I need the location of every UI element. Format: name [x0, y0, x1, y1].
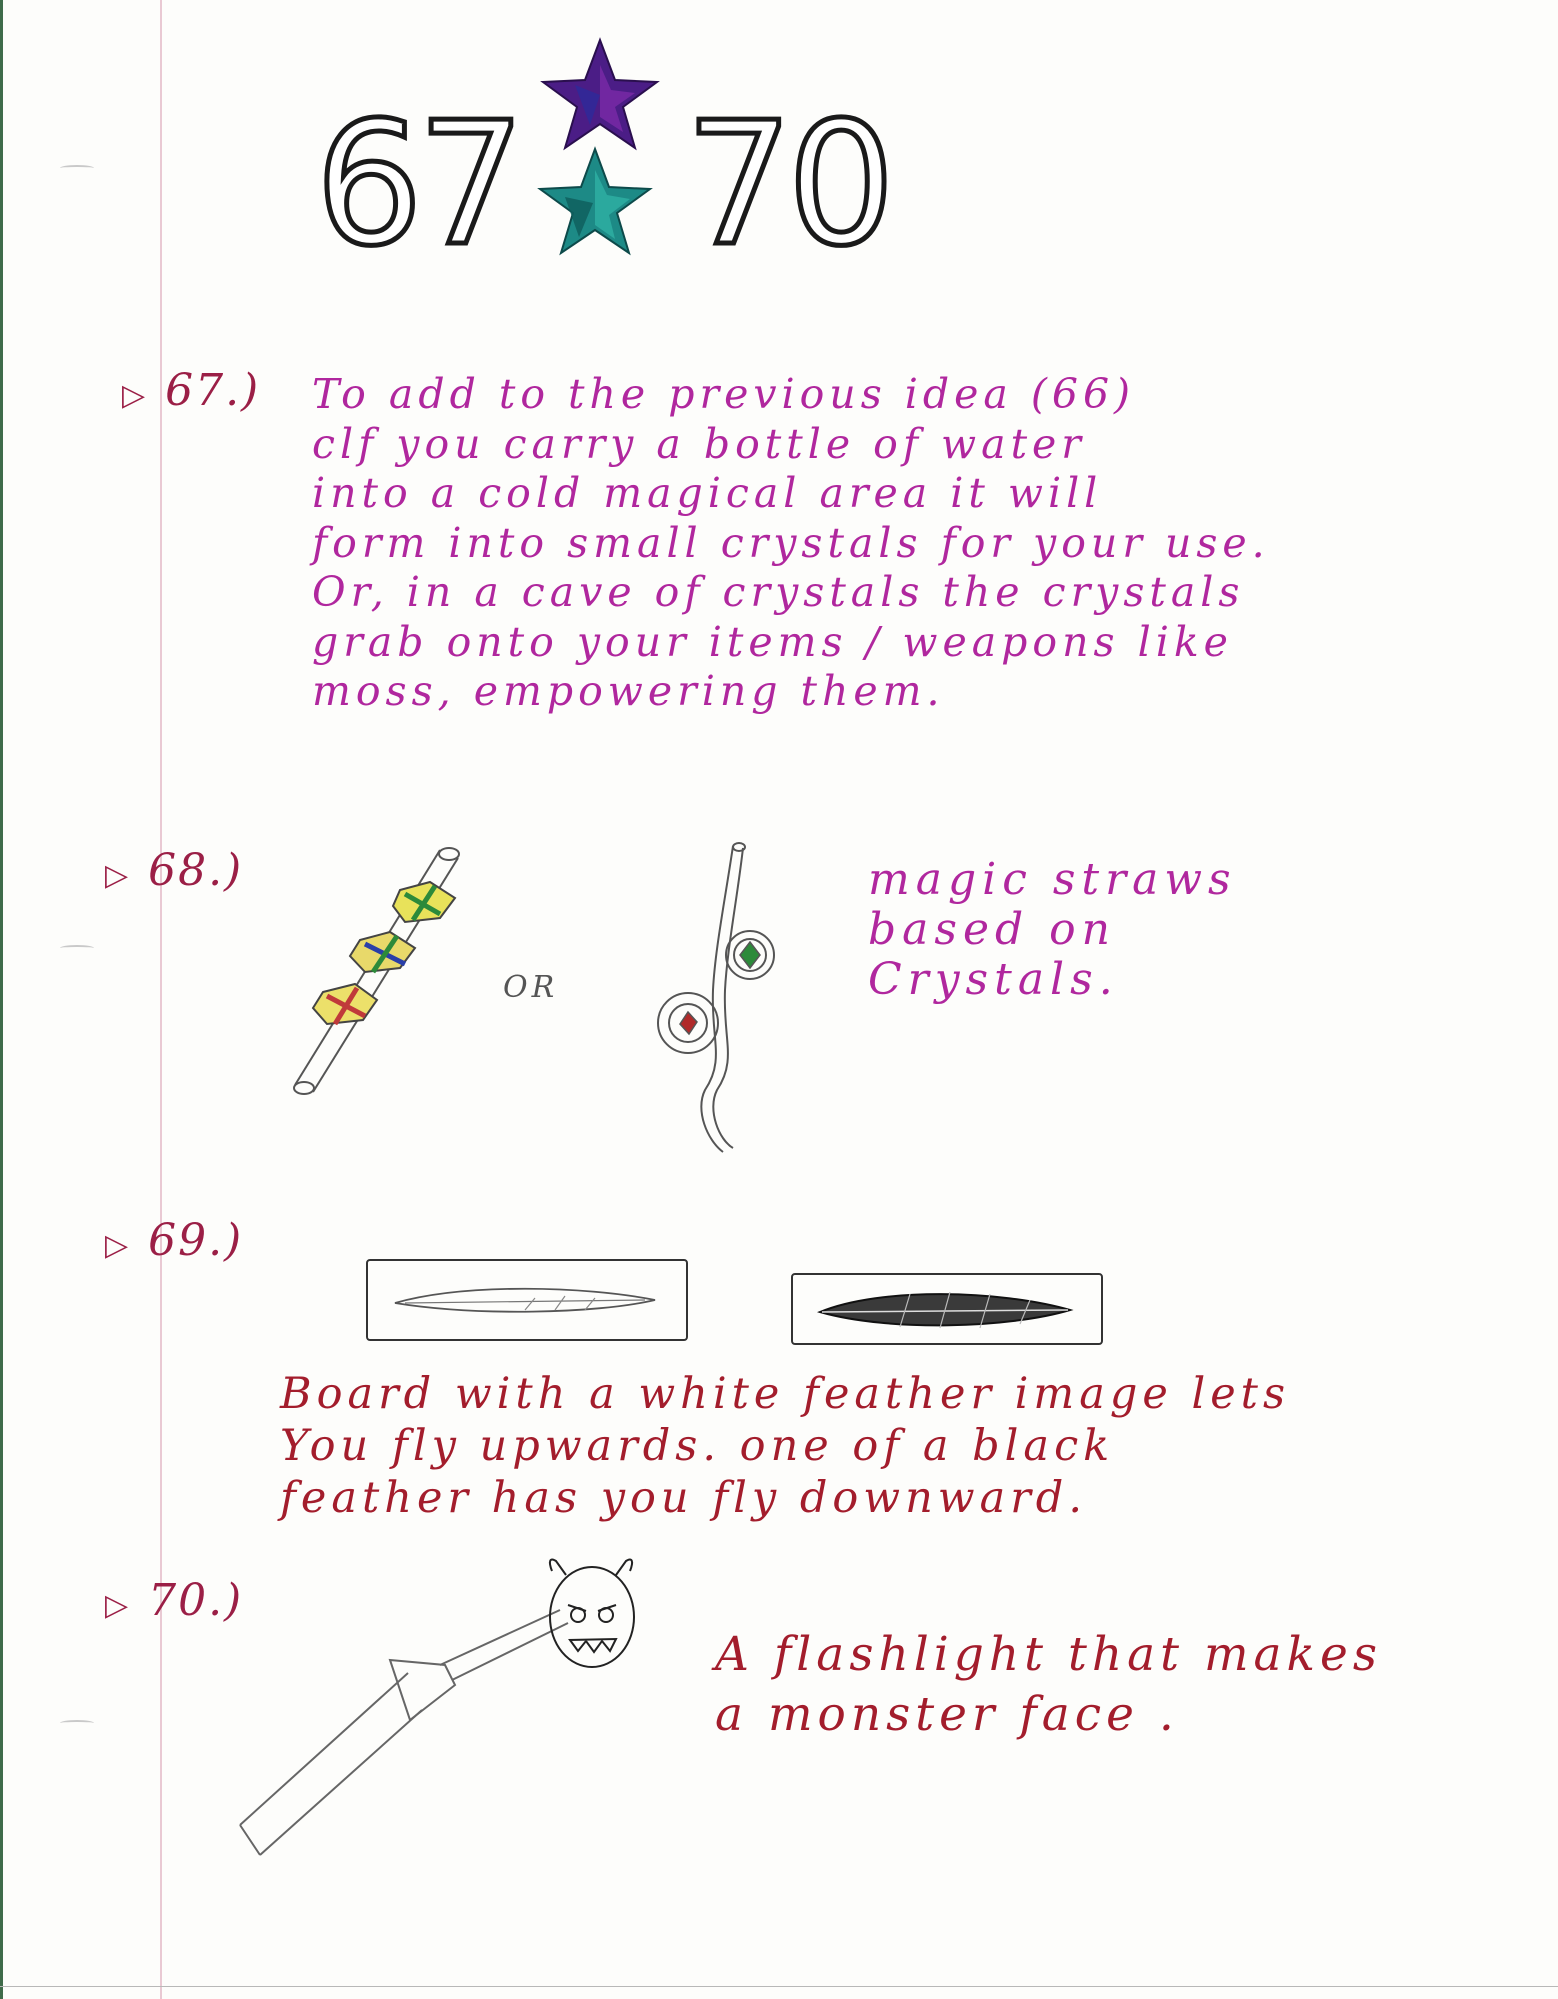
spiral-crystal-straw-drawing: [645, 840, 795, 1160]
entry-67-label: [122, 365, 260, 416]
purple-star-sticker-icon: [535, 35, 665, 155]
margin-line: [160, 0, 162, 1999]
entry-70-text: A flashlight that makes a monster face .: [715, 1627, 1382, 1742]
title-right-number: 70: [685, 86, 890, 284]
triangle-right-icon: ▷: [105, 858, 131, 893]
entry-label: 69.): [148, 1215, 244, 1266]
black-feather-board-drawing: [790, 1272, 1105, 1347]
entry-70-label: [105, 1575, 243, 1626]
monster-flashlight-drawing: [230, 1555, 660, 1860]
entry-69-text: Board with a white feather image lets You fly upwards. one of a black feather has you fly downward.: [280, 1369, 1291, 1523]
page-bottom-edge: [0, 1986, 1558, 1987]
teal-star-sticker-icon: [535, 145, 655, 260]
entry-69-label: [105, 1215, 243, 1266]
hole-mark: [60, 165, 94, 171]
crystal-straw-drawing: [265, 840, 485, 1100]
entry-67-text: To add to the previous idea (66) clf you carry a bottle of water into a cold magical area it will form into small crystals for your use. Or, in a cave of crystals the crystals grab onto your items / weapons like moss, empowering them.: [312, 370, 1270, 715]
hole-mark: [60, 945, 94, 951]
triangle-right-icon: ▷: [122, 378, 148, 413]
entry-label: 70.): [148, 1575, 244, 1626]
entry-68-label: [105, 845, 243, 896]
or-label: OR: [503, 970, 559, 1005]
hole-mark: [60, 1720, 94, 1726]
entry-label: 67.): [165, 365, 261, 416]
triangle-right-icon: ▷: [105, 1588, 131, 1623]
title-left-number: 67: [315, 86, 520, 284]
monster-face-icon: [550, 1559, 634, 1667]
entry-label: 68.): [148, 845, 244, 896]
white-feather-board-drawing: [365, 1258, 690, 1343]
triangle-right-icon: ▷: [105, 1228, 131, 1263]
entry-68-caption: magic straws based on Crystals.: [868, 854, 1237, 1005]
page-edge: [0, 0, 3, 1999]
